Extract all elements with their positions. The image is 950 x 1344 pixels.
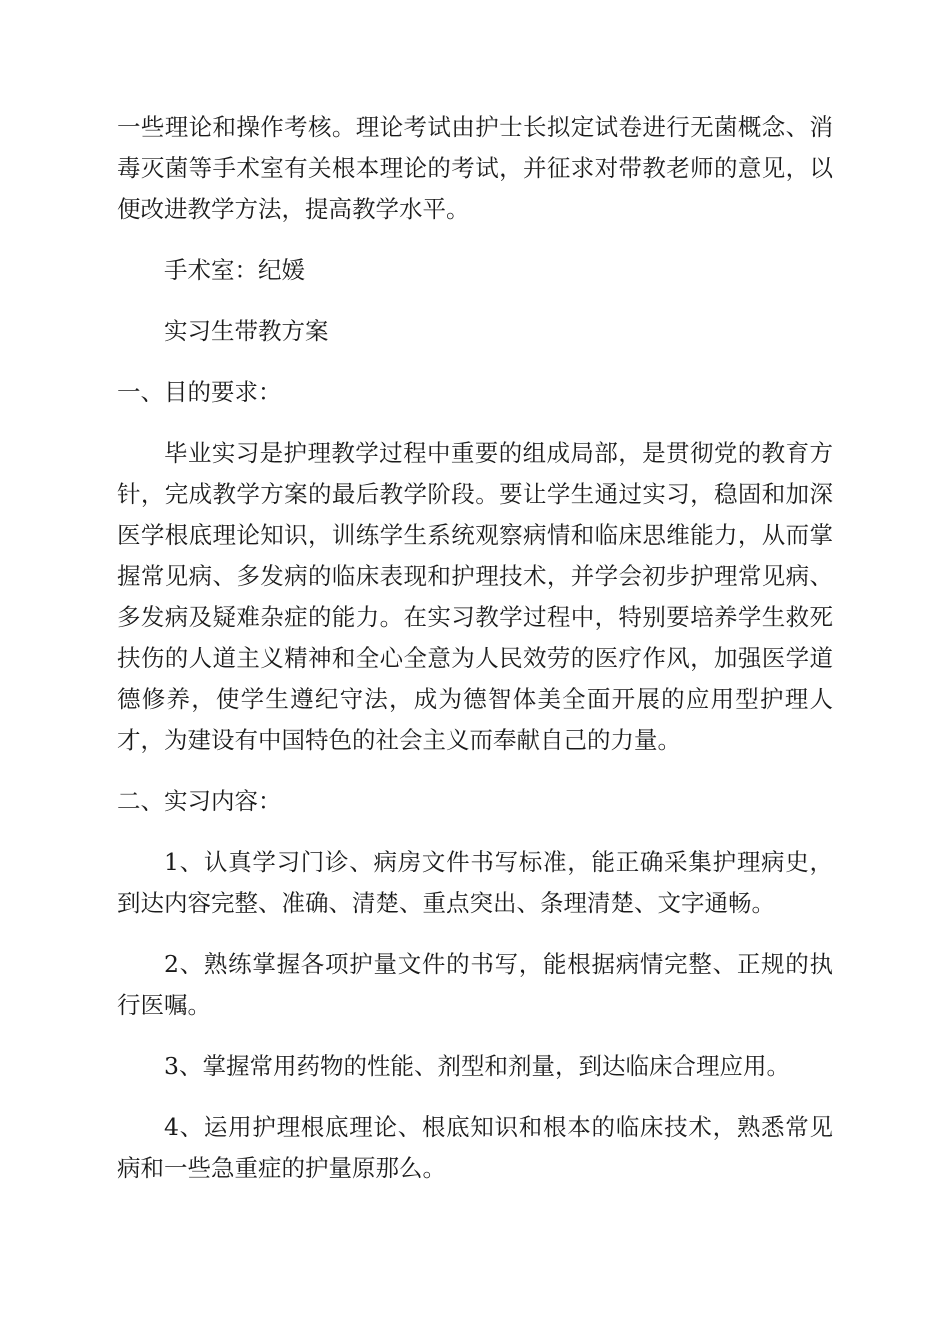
list-item-2: 2、熟练掌握各项护量文件的书写，能根据病情完整、正规的执行医嘱。 bbox=[117, 950, 833, 1019]
paragraph-department-signature: 手术室：纪媛 bbox=[164, 256, 305, 284]
paragraph-exam-notes: 一些理论和操作考核。理论考试由护士长拟定试卷进行无菌概念、消毒灭菌等手术室有关根本理论的考试，并征求对带教老师的意见，以便改进教学方法，提高教学水平。 bbox=[117, 113, 833, 223]
section-title-plan: 实习生带教方案 bbox=[164, 317, 329, 345]
list-item-3: 3、掌握常用药物的性能、剂型和剂量，到达临床合理应用。 bbox=[164, 1052, 790, 1080]
list-item-1: 1、认真学习门诊、病房文件书写标准，能正确采集护理病史，到达内容完整、准确、清楚、重点突出、条理清楚、文字通畅。 bbox=[117, 848, 833, 917]
heading-objectives: 一、目的要求： bbox=[117, 378, 282, 406]
document-body bbox=[117, 107, 833, 1209]
paragraph-objectives: 毕业实习是护理教学过程中重要的组成局部，是贯彻党的教育方针，完成教学方案的最后教学阶段。要让学生通过实习，稳固和加深医学根底理论知识，训练学生系统观察病情和临床思维能力，从而掌握常见病、多发病的临床表现和护理技术，并学会初步护理常见病、多发病及疑难杂症的能力。在实习教学过程中，特别要培养学生救死扶伤的人道主义精神和全心全意为人民效劳的医疗作风，加强医学道德修养，使学生遵纪守法，成为德智体美全面开展的应用型护理人才，为建设有中国特色的社会主义而奉献自己的力量。 bbox=[117, 439, 833, 754]
heading-content: 二、实习内容： bbox=[117, 787, 282, 815]
list-item-4: 4、运用护理根底理论、根底知识和根本的临床技术，熟悉常见病和一些急重症的护量原那么。 bbox=[117, 1113, 833, 1182]
